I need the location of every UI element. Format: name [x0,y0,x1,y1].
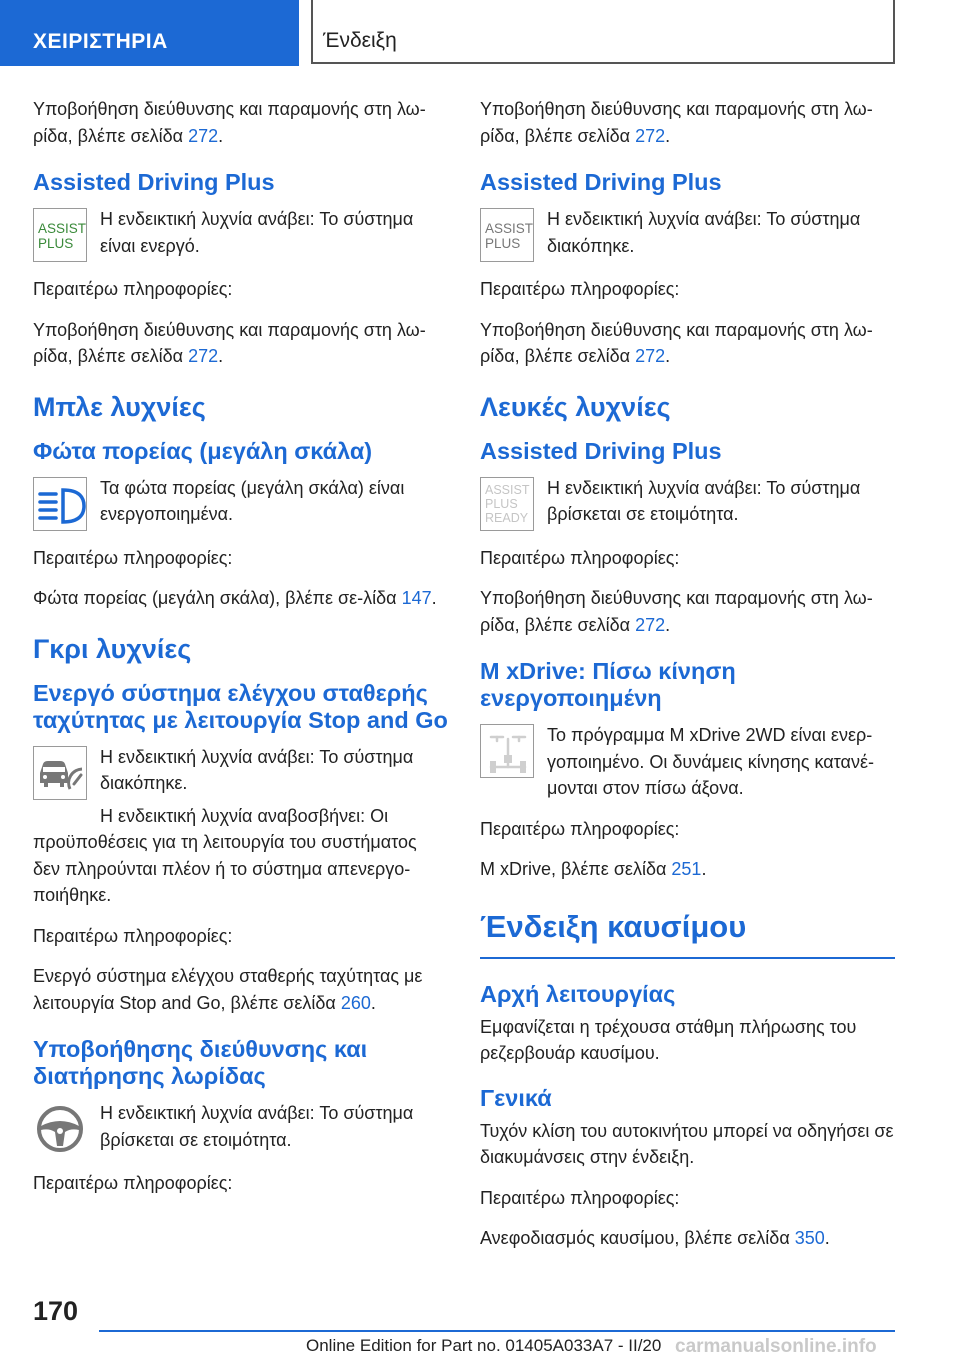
more-info-label: Περαιτέρω πληροφορίες: [480,1187,680,1208]
section-heading-assisted-driving-plus: Assisted Driving Plus [480,169,722,195]
rear-wheel-drive-icon [480,724,534,778]
edition-text: Online Edition for Part no. 01405A033A7 - II/20 [306,1336,662,1355]
subheading-assisted-driving-plus-ready: Assisted Driving Plus [480,437,722,464]
reference: Φώτα πορείας (μεγάλη σκάλα), βλέπε σε-λίδα 147. [33,588,437,608]
page-link[interactable]: 272 [188,125,219,146]
more-info-label: Περαιτέρω πληροφορίες: [480,547,680,568]
page-link[interactable]: 350 [794,1228,825,1248]
intro-reference: Υποβοήθηση διεύθυνσης και παραμονής στη λω-ρίδα, βλέπε σελίδα 272. [480,99,873,146]
subheading-general: Γενικά [480,1084,552,1111]
high-beam-icon [33,477,87,531]
more-info-label: Περαιτέρω πληροφορίες: [33,279,233,299]
indicator-assist-plus-grey [480,206,895,262]
indicator-acc-stop-go [33,744,448,909]
steering-wheel-icon [33,1102,87,1156]
page-link[interactable]: 272 [188,346,219,366]
page-link[interactable]: 147 [401,588,432,608]
icon-text-line: ASSIST [485,482,530,497]
heading-fuel-gauge: Ένδειξη καυσίμου [480,907,895,959]
page-link[interactable]: 272 [635,614,666,635]
indicator-description: Το πρόγραμμα M xDrive 2WD είναι ενερ-γοποιημένο. Οι δυνάμεις κίνησης κατανέ-μονται στον πίσω άξονα. [547,725,874,798]
heading-blue-lamps: Μπλε λυχνίες [33,391,206,422]
icon-text-line: PLUS [485,236,521,251]
indicator-description: Τα φώτα πορείας (μεγάλη σκάλα) είναι ενεργοποιημένα. [100,477,405,524]
right-column [480,96,895,1266]
page-header [0,0,960,66]
indicator-assist-plus-ready [480,475,895,531]
section-heading-assisted-driving-plus: Assisted Driving Plus [33,169,275,195]
icon-text-line: READY [485,510,529,525]
icon-text-line: PLUS [485,496,518,511]
heading-grey-lamps: Γκρι λυχνίες [33,633,192,664]
heading-white-lamps: Λευκές λυχνίες [480,391,671,422]
more-info-label: Περαιτέρω πληροφορίες: [33,925,233,946]
chapter-title: Ένδειξη [311,0,895,64]
reference: Υποβοήθηση διεύθυνσης και παραμονής στη λω-ρίδα, βλέπε σελίδα 272. [480,319,873,366]
more-info-label: Περαιτέρω πληροφορίες: [33,547,233,568]
reference: M xDrive, βλέπε σελίδα 251. [480,859,707,879]
watermark: carmanualsonline.info [675,1336,877,1357]
more-info-label: Περαιτέρω πληροφορίες: [480,818,680,839]
general-text: Τυχόν κλίση του αυτοκινήτου μπορεί να οδηγήσει σε διακυμάνσεις στην ένδειξη. [480,1120,894,1167]
assist-plus-icon [480,208,534,262]
reference: Υποβοήθηση διεύθυνσης και παραμονής στη λω-ρίδα, βλέπε σελίδα 272. [480,588,873,635]
assist-plus-icon [33,208,87,262]
intro-reference: Υποβοήθηση διεύθυνσης και παραμονής στη λω-ρίδα, βλέπε σελίδα 272. [33,99,426,146]
more-info-label: Περαιτέρω πληροφορίες: [480,279,680,299]
indicator-lane-assist [33,1100,448,1156]
subheading-lane-assist: Υποβοήθησης διεύθυνσης και διατήρησης λωρίδας [33,1036,368,1089]
indicator-description: Η ενδεικτική λυχνία ανάβει: Το σύστημα βρίσκεται σε ετοιμότητα. [547,477,861,524]
subheading-acc-stop-go: Ενεργό σύστημα ελέγχου σταθερής ταχύτητας με λειτουργία Stop and Go [33,679,448,733]
indicator-assist-plus-green [33,206,448,262]
principle-text: Εμφανίζεται η τρέχουσα στάθμη πλήρωσης του ρεζερβουάρ καυσίμου. [480,1016,857,1063]
page-number: 170 [33,1296,79,1326]
indicator-high-beam [33,475,448,531]
reference: Ενεργό σύστημα ελέγχου σταθερής ταχύτητας με λειτουργία Stop and Go, βλέπε σελίδα 260. [33,966,423,1013]
icon-text-line: PLUS [38,236,74,251]
indicator-description: Η ενδεικτική λυχνία ανάβει: Το σύστημα βρίσκεται σε ετοιμότητα. [100,1103,414,1150]
indicator-description: Η ενδεικτική λυχνία ανάβει: Το σύστημα διακόπηκε. [547,209,861,256]
page-link[interactable]: 272 [635,125,666,146]
left-column [33,96,448,1211]
icon-text-line: ASSIST [38,221,87,236]
footer-divider [99,1330,895,1332]
subheading-principle: Αρχή λειτουργίας [480,980,676,1007]
indicator-m-xdrive-rwd [480,722,895,802]
reference: Ανεφοδιασμός καυσίμου, βλέπε σελίδα 350. [480,1228,830,1248]
page-link[interactable]: 251 [671,859,702,879]
indicator-description: Η ενδεικτική λυχνία ανάβει: Το σύστημα διακόπηκε. [100,746,414,793]
section-tab: ΧΕΙΡΙΣΤΗΡΙΑ [0,0,299,66]
assist-plus-ready-icon [480,477,534,531]
subheading-high-beam: Φώτα πορείας (μεγάλη σκάλα) [33,437,373,464]
page-link[interactable]: 260 [340,992,371,1013]
subheading-m-xdrive: M xDrive: Πίσω κίνηση ενεργοποιημένη [480,658,736,711]
acc-stop-go-icon [33,746,87,800]
page-link[interactable]: 272 [635,346,666,366]
indicator-description: Η ενδεικτική λυχνία ανάβει: Το σύστημα είναι ενεργό. [100,209,414,256]
indicator-description-flashing: Η ενδεικτική λυχνία αναβοσβήνει: Οι προϋποθέσεις για τη λειτουργία του συστήματος δεν πληρούνται πλέον ή το σύστημα απενεργο-ποιήθηκε. [33,805,417,905]
more-info-label: Περαιτέρω πληροφορίες: [33,1173,233,1193]
icon-text-line: ASSIST [485,221,534,236]
reference: Υποβοήθηση διεύθυνσης και παραμονής στη λω-ρίδα, βλέπε σελίδα 272. [33,319,426,366]
